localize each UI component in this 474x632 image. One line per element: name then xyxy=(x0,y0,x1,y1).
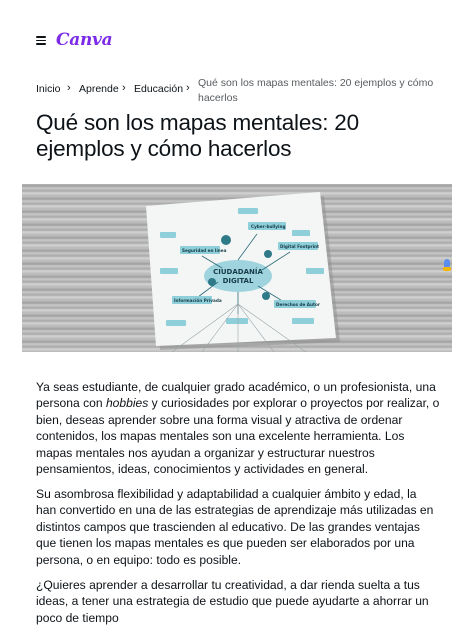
center-label-line1: CIUDADANÍA xyxy=(213,268,263,276)
chevron-right-icon: › xyxy=(186,82,190,94)
svg-text:Cyber-bullying: Cyber-bullying xyxy=(251,224,286,229)
svg-text:Información Privada: Información Privada xyxy=(174,298,222,303)
center-label-line2: DIGITAL xyxy=(222,277,254,285)
paragraph-1-start: Ya seas estudiante, de cualquier grado académico, o un profesionista, una persona con xyxy=(36,380,436,411)
article-paragraph-3: ¿Quieres aprender a desarrollar tu creatividad, a dar rienda suelta a tus ideas, a tener una estrategia de estudio que puede ayudarte a ahorrar un poco de tiempo xyxy=(36,578,429,625)
top-navigation-bar xyxy=(0,0,474,80)
breadcrumb xyxy=(36,76,446,106)
breadcrumb-current-page: Qué son los mapas mentales: 20 ejemplos y cómo hacerlos xyxy=(198,77,434,104)
article-paragraph-2: Su asombrosa flexibilidad y adaptabilidad a cualquier ámbito y edad, la han convertido en una de las estrategias de aprendizaje más utilizadas en distintos campos que trascienden al educativo. De las grandes ventajas que tienen los mapas mentales es que pueden ser elaborados por una persona, o en equipo: todo es posible. xyxy=(36,487,434,567)
article-paragraph-1 xyxy=(36,379,440,477)
breadcrumb-item-aprende[interactable]: Aprende xyxy=(79,83,119,95)
breadcrumb-item-inicio[interactable]: Inicio xyxy=(36,83,61,95)
hero-image xyxy=(22,184,452,352)
hamburger-menu-icon[interactable] xyxy=(36,36,46,45)
breadcrumb-item-educacion[interactable]: Educación xyxy=(134,83,184,95)
svg-text:Derechos de Autor: Derechos de Autor xyxy=(276,302,320,307)
audio-play-icon[interactable] xyxy=(442,258,452,274)
article-title: Qué son los mapas mentales: 20 ejemplos y cómo hacerlos xyxy=(36,110,359,161)
svg-text:Digital Footprint: Digital Footprint xyxy=(280,244,319,249)
chevron-right-icon: › xyxy=(67,82,71,94)
paragraph-1-emphasis: hobbies xyxy=(105,396,149,411)
canva-logo[interactable]: Canva xyxy=(56,30,113,50)
chevron-right-icon: › xyxy=(122,82,126,94)
mind-map-paper-illustration xyxy=(22,184,452,352)
svg-text:Seguridad en línea: Seguridad en línea xyxy=(182,248,227,253)
paragraph-1-end: y curiosidades por explorar o proyectos por realizar, o bien, deseas aprender sobre una forma visual y atractiva de ordenar contenidos, los mapas mentales son una excelente herramienta. Los mapas mentales nos ayudan a organizar y estructurar nuestros pensamientos, ideas, conocimientos y actividades en general. xyxy=(36,396,440,477)
